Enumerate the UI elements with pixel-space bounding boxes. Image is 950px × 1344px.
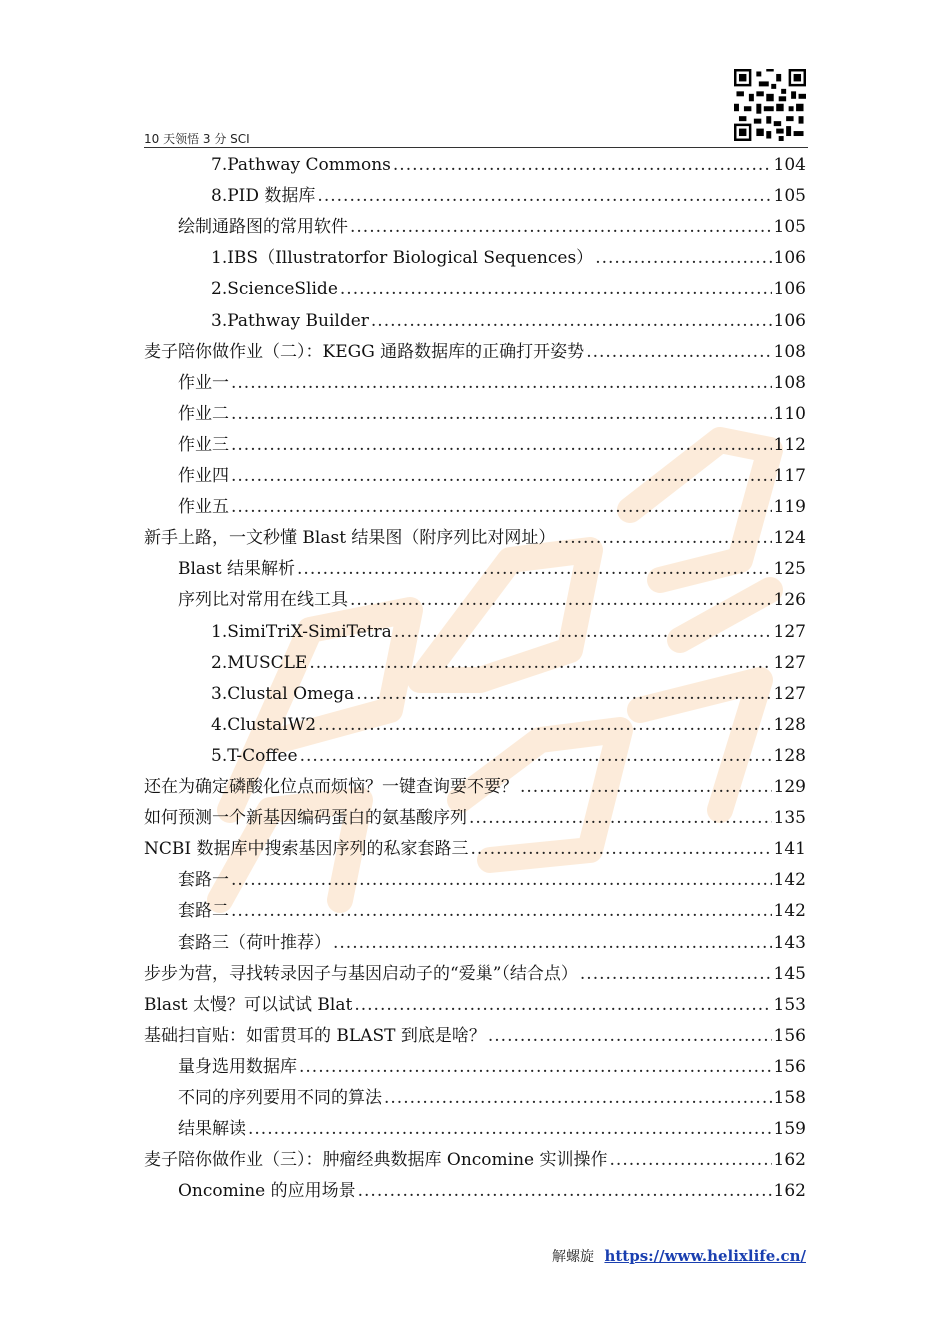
qr-code-icon xyxy=(734,69,806,141)
toc-dot-leader xyxy=(231,435,772,455)
toc-entry-page: 156 xyxy=(773,1025,806,1046)
toc-entry-page: 110 xyxy=(773,403,806,424)
toc-entry-title: 作业五 xyxy=(178,497,229,518)
toc-dot-leader xyxy=(520,777,772,797)
toc-entry[interactable] xyxy=(0,492,950,523)
toc-entry-page: 126 xyxy=(773,590,806,611)
toc-entry-title: 步步为营，寻找转录因子与基因启动子的“爱巢”（结合点） xyxy=(144,963,578,984)
toc-entry-title: 序列比对常用在线工具 xyxy=(178,590,348,611)
toc-entry-title: 作业三 xyxy=(178,434,229,455)
toc-entry-page: 162 xyxy=(773,1181,806,1202)
toc-entry-page: 143 xyxy=(773,932,806,953)
header-divider xyxy=(144,147,808,148)
toc-dot-leader xyxy=(231,870,772,890)
toc-entry[interactable] xyxy=(0,243,950,274)
toc-entry-page: 153 xyxy=(773,994,806,1015)
toc-entry-page: 127 xyxy=(773,621,806,642)
toc-entry-page: 128 xyxy=(773,714,806,735)
toc-entry[interactable] xyxy=(0,461,950,492)
toc-entry-page: 124 xyxy=(773,528,806,549)
toc-entry-page: 145 xyxy=(773,963,806,984)
toc-entry-title: 2.ScienceSlide xyxy=(211,279,338,300)
toc-entry-title: 套路三（荷叶推荐） xyxy=(178,932,331,953)
toc-entry[interactable] xyxy=(0,896,950,927)
toc-dot-leader xyxy=(580,964,772,984)
toc-dot-leader xyxy=(231,901,772,921)
page-footer xyxy=(552,1246,806,1266)
toc-entry[interactable] xyxy=(0,1052,950,1083)
toc-entry[interactable] xyxy=(0,585,950,616)
toc-entry[interactable] xyxy=(0,337,950,368)
toc-entry-title: 5.T-Coffee xyxy=(211,745,298,766)
toc-entry-title: 作业四 xyxy=(178,466,229,486)
toc-dot-leader xyxy=(358,1181,772,1201)
toc-dot-leader xyxy=(231,497,772,517)
toc-entry-title: 8.PID 数据库 xyxy=(211,186,316,207)
toc-entry-title: NCBI 数据库中搜索基因序列的私家套路三 xyxy=(144,839,469,860)
toc-dot-leader xyxy=(318,715,772,735)
toc-entry[interactable] xyxy=(0,834,950,865)
toc-dot-leader xyxy=(297,559,772,579)
toc-entry-page: 159 xyxy=(773,1119,806,1140)
toc-entry-page: 135 xyxy=(773,808,806,829)
toc-dot-leader xyxy=(393,155,772,175)
toc-entry-title: 作业二 xyxy=(178,403,229,424)
toc-dot-leader xyxy=(371,311,772,331)
toc-entry-title: 基础扫盲贴：如雷贯耳的 BLAST 到底是啥？ xyxy=(144,1025,486,1046)
toc-entry-title: Oncomine 的应用场景 xyxy=(178,1181,356,1202)
toc-entry[interactable] xyxy=(0,648,950,679)
toc-entry-title: 1.IBS（Illustratorfor Biological Sequences） xyxy=(211,248,594,269)
toc-entry-title: 作业一 xyxy=(178,372,229,393)
toc-entry-title: 还在为确定磷酸化位点而烦恼？一键查询要不要？ xyxy=(144,777,518,797)
toc-entry-page: 106 xyxy=(773,248,806,269)
toc-entry[interactable] xyxy=(0,959,950,990)
toc-dot-leader xyxy=(299,1057,772,1077)
toc-entry-title: 结果解读 xyxy=(178,1119,246,1140)
toc-entry-title: Blast 结果解析 xyxy=(178,559,296,580)
toc-entry-title: 量身选用数据库 xyxy=(178,1056,297,1077)
toc-entry-page: 117 xyxy=(773,466,806,486)
toc-dot-leader xyxy=(394,622,772,642)
toc-dot-leader xyxy=(595,248,771,268)
toc-entry-page: 142 xyxy=(773,870,806,891)
toc-entry-title: 麦子陪你做作业（三）：肿瘤经典数据库 Oncomine 实训操作 xyxy=(144,1150,608,1171)
toc-entry-page: 142 xyxy=(773,901,806,922)
toc-entry-page: 119 xyxy=(773,497,806,518)
toc-entry[interactable] xyxy=(0,772,950,803)
toc-entry[interactable] xyxy=(0,523,950,554)
toc-entry[interactable] xyxy=(0,1083,950,1114)
running-header: 10 天领悟 3 分 SCI xyxy=(144,132,250,146)
toc-entry[interactable] xyxy=(0,368,950,399)
toc-entry-page: 162 xyxy=(773,1150,806,1171)
toc-entry-page: 112 xyxy=(773,434,806,455)
toc-entry-page: 125 xyxy=(773,559,806,580)
toc-dot-leader xyxy=(354,995,771,1015)
toc-entry-title: Blast 太慢？可以试试 Blat xyxy=(144,994,353,1015)
toc-entry[interactable] xyxy=(0,803,950,834)
toc-entry-page: 106 xyxy=(773,310,806,331)
toc-entry[interactable] xyxy=(0,928,950,959)
toc-dot-leader xyxy=(586,342,771,362)
toc-entry-page: 127 xyxy=(773,683,806,704)
toc-dot-leader xyxy=(356,684,771,704)
toc-dot-leader xyxy=(300,746,772,766)
toc-dot-leader xyxy=(309,653,771,673)
toc-dot-leader xyxy=(333,933,772,953)
toc-dot-leader xyxy=(469,808,772,828)
toc-entry-page: 105 xyxy=(773,186,806,207)
toc-entry-title: 套路二 xyxy=(178,901,229,922)
toc-dot-leader xyxy=(350,217,772,237)
toc-entry-page: 158 xyxy=(773,1088,806,1108)
toc-entry-page: 108 xyxy=(773,372,806,393)
footer-brand: 解螺旋 xyxy=(551,1249,594,1265)
toc-entry[interactable] xyxy=(0,865,950,896)
toc-entry[interactable] xyxy=(0,306,950,337)
toc-entry-title: 绘制通路图的常用软件 xyxy=(178,217,348,238)
toc-entry-page: 106 xyxy=(773,279,806,300)
toc-entry-title: 麦子陪你做作业（二）：KEGG 通路数据库的正确打开姿势 xyxy=(144,341,585,362)
toc-dot-leader xyxy=(610,1150,772,1170)
toc-entry-title: 如何预测一个新基因编码蛋白的氨基酸序列 xyxy=(144,808,467,829)
toc-dot-leader xyxy=(488,1026,772,1046)
toc-entry[interactable] xyxy=(0,1145,950,1176)
toc-entry-title: 3.Pathway Builder xyxy=(211,310,369,331)
toc-entry-page: 105 xyxy=(773,217,806,238)
toc-dot-leader xyxy=(340,279,772,299)
toc-entry[interactable] xyxy=(0,679,950,710)
toc-entry[interactable] xyxy=(0,554,950,585)
toc-entry[interactable] xyxy=(0,212,950,243)
toc-entry-title: 不同的序列要用不同的算法 xyxy=(178,1088,382,1108)
toc-entry[interactable] xyxy=(0,150,950,181)
toc-entry-title: 新手上路，一文秒懂 Blast 结果图（附序列比对网址） xyxy=(144,528,556,549)
toc-entry[interactable] xyxy=(0,990,950,1021)
toc-entry[interactable] xyxy=(0,617,950,648)
toc-dot-leader xyxy=(471,839,772,859)
toc-dot-leader xyxy=(231,466,772,486)
toc-entry[interactable] xyxy=(0,274,950,305)
toc-entry[interactable] xyxy=(0,181,950,212)
footer-url-link[interactable]: https://www.helixlife.cn/ xyxy=(604,1247,806,1265)
toc-dot-leader xyxy=(384,1088,772,1108)
toc-entry[interactable] xyxy=(0,430,950,461)
toc-entry-title: 2.MUSCLE xyxy=(211,652,308,673)
toc-entry-title: 7.Pathway Commons xyxy=(211,155,391,175)
toc-entry-page: 129 xyxy=(773,777,806,797)
toc-entry-page: 128 xyxy=(773,745,806,766)
toc-entry[interactable] xyxy=(0,1176,950,1207)
toc-entry-title: 套路一 xyxy=(178,870,229,891)
toc-entry-page: 127 xyxy=(773,652,806,673)
toc-entry-title: 3.Clustal Omega xyxy=(211,683,355,704)
toc-entry-page: 108 xyxy=(773,341,806,362)
toc-entry-page: 104 xyxy=(773,155,806,175)
toc-dot-leader xyxy=(557,528,771,548)
toc-entry-title: 1.SimiTriX-SimiTetra xyxy=(211,621,392,642)
toc-entry[interactable] xyxy=(0,399,950,430)
toc-entry[interactable] xyxy=(0,741,950,772)
toc-entry-page: 141 xyxy=(773,839,806,860)
toc-dot-leader xyxy=(350,590,772,610)
toc-dot-leader xyxy=(231,404,772,424)
toc-dot-leader xyxy=(248,1119,772,1139)
toc-dot-leader xyxy=(317,186,771,206)
toc-entry[interactable] xyxy=(0,1021,950,1052)
toc-entry-page: 156 xyxy=(773,1056,806,1077)
toc-dot-leader xyxy=(231,373,772,393)
toc-entry[interactable] xyxy=(0,710,950,741)
toc-entry[interactable] xyxy=(0,1114,950,1145)
toc-entry-title: 4.ClustalW2 xyxy=(211,714,317,735)
